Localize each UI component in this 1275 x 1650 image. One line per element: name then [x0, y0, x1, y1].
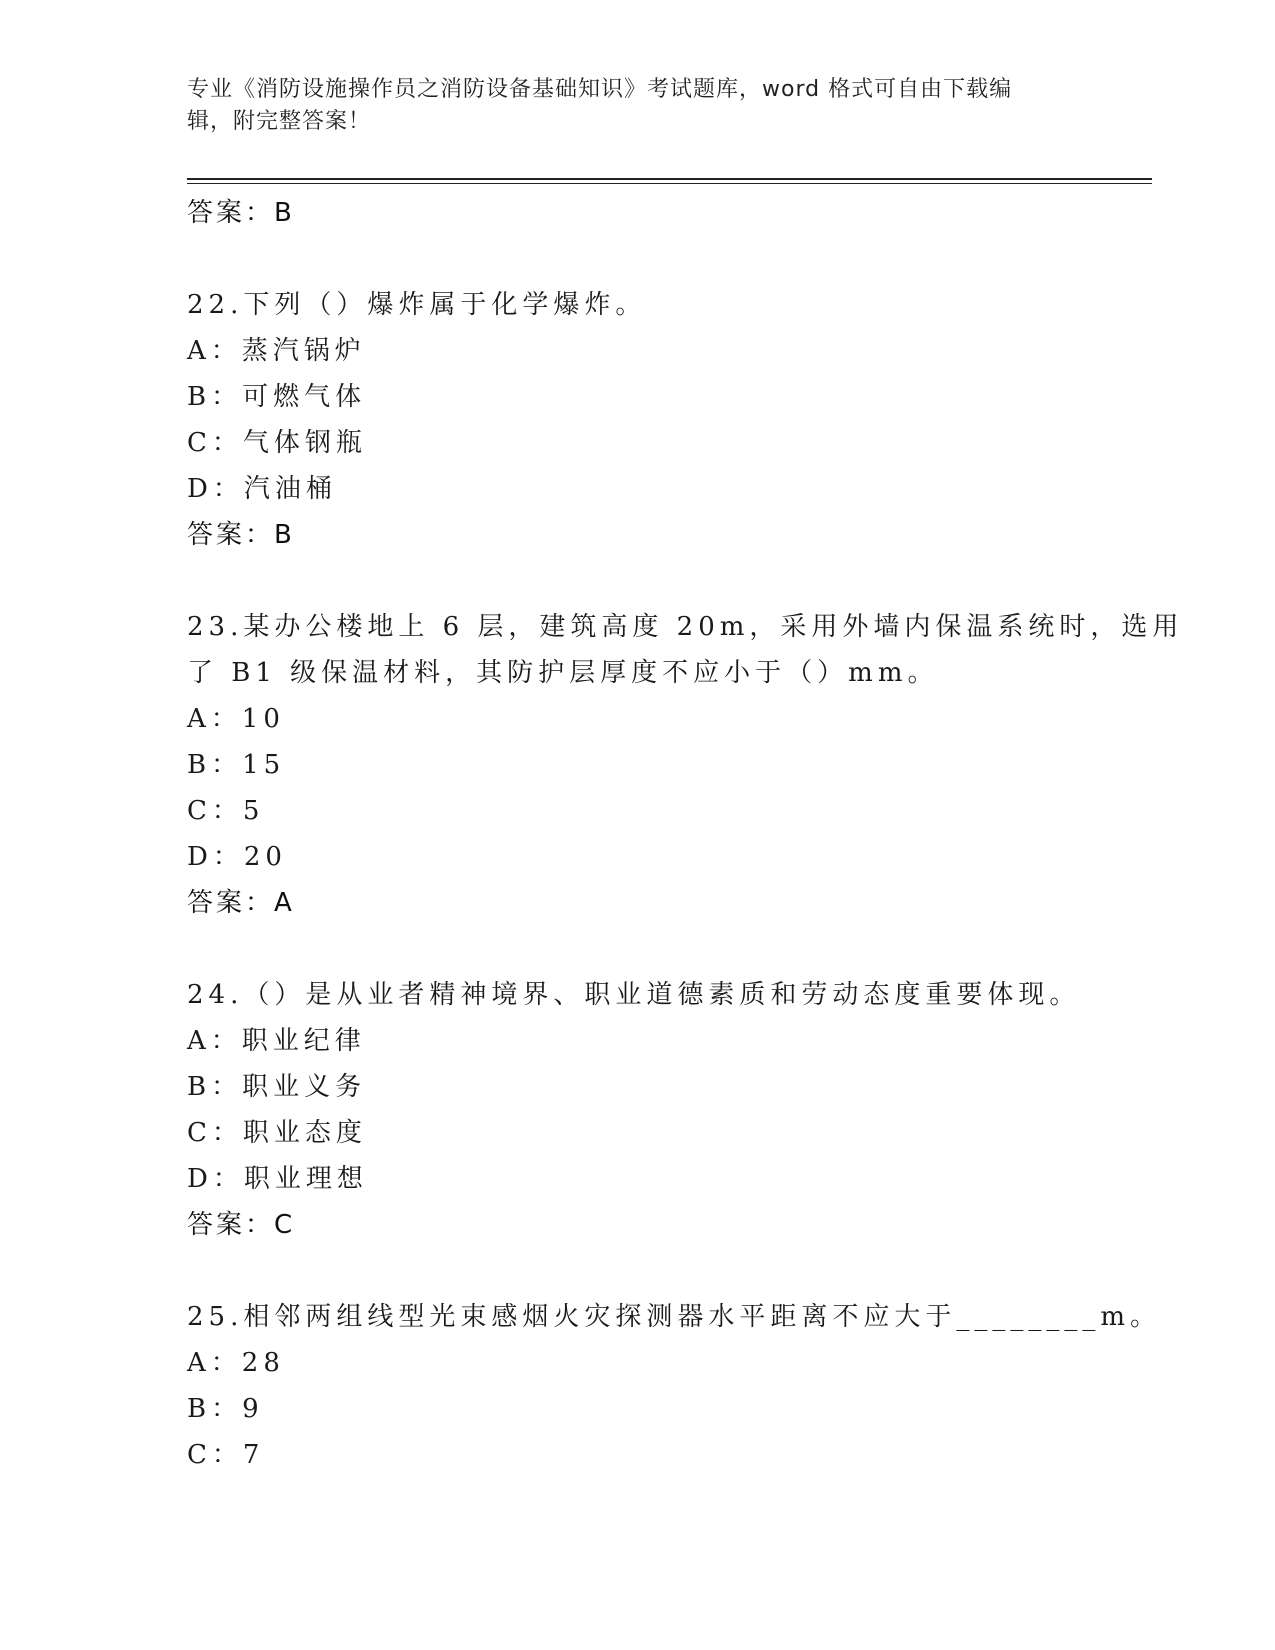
- answer-line: 答案：B: [187, 198, 295, 228]
- header-divider: [187, 178, 1152, 180]
- header-line-2: 辑，附完整答案！: [187, 109, 372, 134]
- question-text: 23.某办公楼地上 6 层，建筑高度 20m，采用外墙内保温系统时，选用: [187, 612, 1184, 642]
- answer-line: 答案：B: [187, 520, 295, 550]
- header-line-1: 专业《消防设施操作员之消防设备基础知识》考试题库，word 格式可自由下载编: [187, 77, 1013, 102]
- header-divider-thin: [187, 183, 1152, 184]
- option-b: B：9: [187, 1394, 264, 1424]
- option-b: B：职业义务: [187, 1072, 367, 1102]
- question-text: 25.相邻两组线型光束感烟火灾探测器水平距离不应大于________m。: [187, 1302, 1162, 1332]
- question-text: 24.（）是从业者精神境界、职业道德素质和劳动态度重要体现。: [187, 980, 1081, 1010]
- option-c: C：7: [187, 1440, 265, 1470]
- option-c: C：5: [187, 796, 265, 826]
- question-list: [187, 190, 1184, 1478]
- option-a: A：蒸汽锅炉: [187, 336, 366, 366]
- option-b: B：15: [187, 750, 286, 780]
- option-d: D：职业理想: [187, 1164, 368, 1194]
- question-23: [187, 604, 1184, 926]
- question-text-continued: 了 B1 级保温材料，其防护层厚度不应小于（）mm。: [187, 658, 939, 688]
- option-d: D：汽油桶: [187, 474, 337, 504]
- option-a: A：10: [187, 704, 285, 734]
- option-c: C：气体钢瓶: [187, 428, 367, 458]
- option-b: B：可燃气体: [187, 382, 367, 412]
- question-25: [187, 1294, 1162, 1478]
- option-a: A：28: [187, 1348, 285, 1378]
- question-24: [187, 972, 1087, 1248]
- answer-line: 答案：C: [187, 1210, 296, 1240]
- document-header: [187, 74, 1087, 138]
- answer-line: 答案：A: [187, 888, 295, 918]
- option-d: D：20: [187, 842, 287, 872]
- option-a: A：职业纪律: [187, 1026, 366, 1056]
- option-c: C：职业态度: [187, 1118, 367, 1148]
- question-text: 22.下列（）爆炸属于化学爆炸。: [187, 290, 647, 320]
- question-22: [187, 282, 1087, 558]
